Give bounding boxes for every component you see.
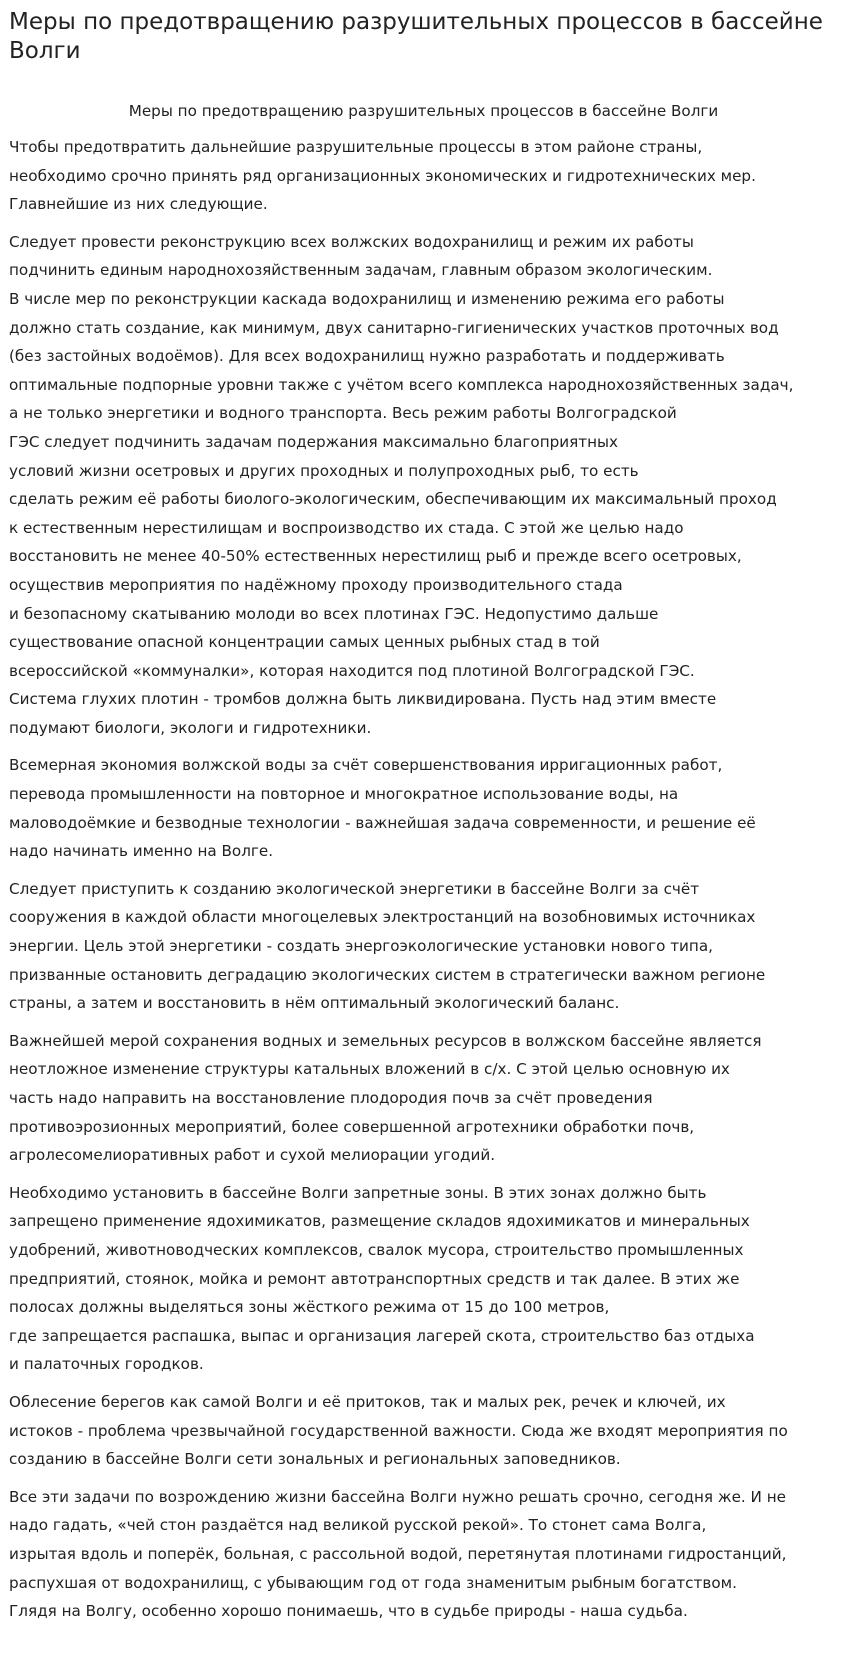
paragraph-line: должно стать создание, как минимум, двух санитарно-гигиенических участков проточных вод [9,318,779,337]
paragraph-line: где запрещается распашка, выпас и организация лагерей скота, строительство баз отдыха [9,1326,755,1345]
paragraph-line: Следует приступить к созданию экологической энергетики в бассейне Волги за счёт [9,879,700,898]
paragraph-line: истоков - проблема чрезвычайной государственной важности. Сюда же входят мероприятия по [9,1421,788,1440]
article-paragraph [9,875,838,1018]
paragraph-line: и палаточных городков. [9,1355,204,1374]
paragraph-line: агролесомелиоративных работ и сухой мелиорации угодий. [9,1146,496,1165]
paragraph-line: Главнейшие из них следующие. [9,195,268,214]
page-title: Меры по предотвращению разрушительных процессов в бассейне Волги [9,9,823,64]
paragraph-line: необходимо срочно принять ряд организационных экономических и гидротехнических мер. [9,166,756,185]
paragraph-line: предприятий, стоянок, мойка и ремонт автотранспортных средств и так далее. В этих же [9,1269,740,1288]
paragraph-line: перевода промышленности на повторное и многократное использование воды, на [9,785,679,804]
article-paragraph [9,228,838,743]
paragraph-line: надо гадать, «чей стон раздаётся над великой русской рекой». То стонет сама Волга, [9,1516,707,1535]
paragraph-line: Система глухих плотин - тромбов должна быть ликвидирована. Пусть над этим вместе [9,690,717,709]
paragraph-line: Следует провести реконструкцию всех волжских водохранилищ и режим их работы [9,232,694,251]
paragraph-line: Чтобы предотвратить дальнейшие разрушительные процессы в этом районе страны, [9,138,703,156]
paragraph-line: неотложное изменение структуры катальных вложений в с/х. С этой целью основную их [9,1060,730,1079]
paragraph-line: Облесение берегов как самой Волги и её притоков, так и малых рек, речек и ключей, их [9,1392,726,1411]
article-paragraph [9,1179,838,1379]
article-paragraph [9,1483,838,1626]
paragraph-line: Всемерная экономия волжской воды за счёт совершенствования ирригационных работ, [9,756,723,775]
paragraph-line: ГЭС следует подчинить задачам подержания максимально благоприятных [9,432,619,451]
paragraph-line: удобрений, животноводческих комплексов, свалок мусора, строительство промышленных [9,1240,744,1259]
paragraph-line: оптимальные подпорные уровни также с учётом всего комплекса народнохозяйственных задач, [9,375,794,394]
paragraph-line: В числе мер по реконструкции каскада водохранилищ и изменению режима его работы [9,289,725,308]
paragraph-line: к естественным нерестилищам и воспроизводство их стада. С этой же целью надо [9,518,684,537]
paragraph-line: сооружения в каждой области многоцелевых электростанций на возобновимых источниках [9,908,756,927]
paragraph-line: часть надо направить на восстановление плодородия почв за счёт проведения [9,1089,653,1107]
paragraph-line: восстановить не менее 40-50% естественных нерестилищ рыб и прежде всего осетровых, [9,547,742,566]
paragraph-line: надо начинать именно на Волге. [9,842,274,861]
paragraph-line: Глядя на Волгу, особенно хорошо понимаешь, что в судьбе природы - наша судьба. [9,1602,688,1621]
paragraph-line: страны, а затем и восстановить в нём оптимальный экологический баланс. [9,994,620,1013]
paragraph-line: распухшая от водохранилищ, с убывающим год от года знаменитым рыбным богатством. [9,1573,737,1592]
article-subtitle: Меры по предотвращению разрушительных процессов в бассейне Волги [128,102,719,120]
paragraph-line: осуществив мероприятия по надёжному проходу производительного стада [9,575,623,594]
paragraph-line: Важнейшей мерой сохранения водных и земельных ресурсов в волжском бассейне является [9,1031,762,1050]
paragraph-line: подчинить единым народнохозяйственным задачам, главным образом экологическим. [9,261,713,280]
article-paragraph [9,133,838,219]
paragraph-line: Все эти задачи по возрождению жизни бассейна Волги нужно решать срочно, сегодня же. И не [9,1487,787,1506]
paragraph-line: подумают биологи, экологи и гидротехники. [9,718,372,737]
paragraph-line: полосах должны выделяться зоны жёсткого режима от 15 до 100 метров, [9,1298,610,1317]
paragraph-line: а не только энергетики и водного транспорта. Весь режим работы Волгоградской [9,404,677,423]
paragraph-line: всероссийской «коммуналки», которая находится под плотиной Волгоградской ГЭС. [9,661,695,680]
paragraph-line: изрытая вдоль и поперёк, больная, с рассольной водой, перетянутая плотинами гидростанций, [9,1544,787,1563]
paragraph-line: противоэрозионных мероприятий, более совершенной агротехники обработки почв, [9,1117,695,1136]
paragraph-line: призванные остановить деградацию экологических систем в стратегически важном регионе [9,965,766,984]
paragraph-line: энергии. Цель этой энергетики - создать энергоэкологические установки нового типа, [9,937,713,956]
paragraph-line: условий жизни осетровых и других проходных и полупроходных рыб, то есть [9,461,639,480]
paragraph-line: существование опасной концентрации самых ценных рыбных стад в той [9,633,600,652]
paragraph-line: маловодоёмкие и безводные технологии - важнейшая задача современности, и решение её [9,813,756,832]
article-paragraph [9,751,838,865]
paragraph-line: запрещено применение ядохимикатов, размещение складов ядохимикатов и минеральных [9,1212,750,1231]
paragraph-line: созданию в бассейне Волги сети зональных и региональных заповедников. [9,1450,621,1469]
paragraph-line: и безопасному скатыванию молоди во всех плотинах ГЭС. Недопустимо дальше [9,604,659,623]
article-paragraph [9,1388,838,1474]
paragraph-line: (без застойных водоёмов). Для всех водохранилищ нужно разработать и поддерживать [9,347,725,366]
paragraph-line: Необходимо установить в бассейне Волги запретные зоны. В этих зонах должно быть [9,1183,707,1202]
article-body [9,133,838,1626]
paragraph-line: сделать режим её работы биолого-экологическим, обеспечивающим их максимальный проход [9,490,777,509]
article-paragraph [9,1027,838,1170]
